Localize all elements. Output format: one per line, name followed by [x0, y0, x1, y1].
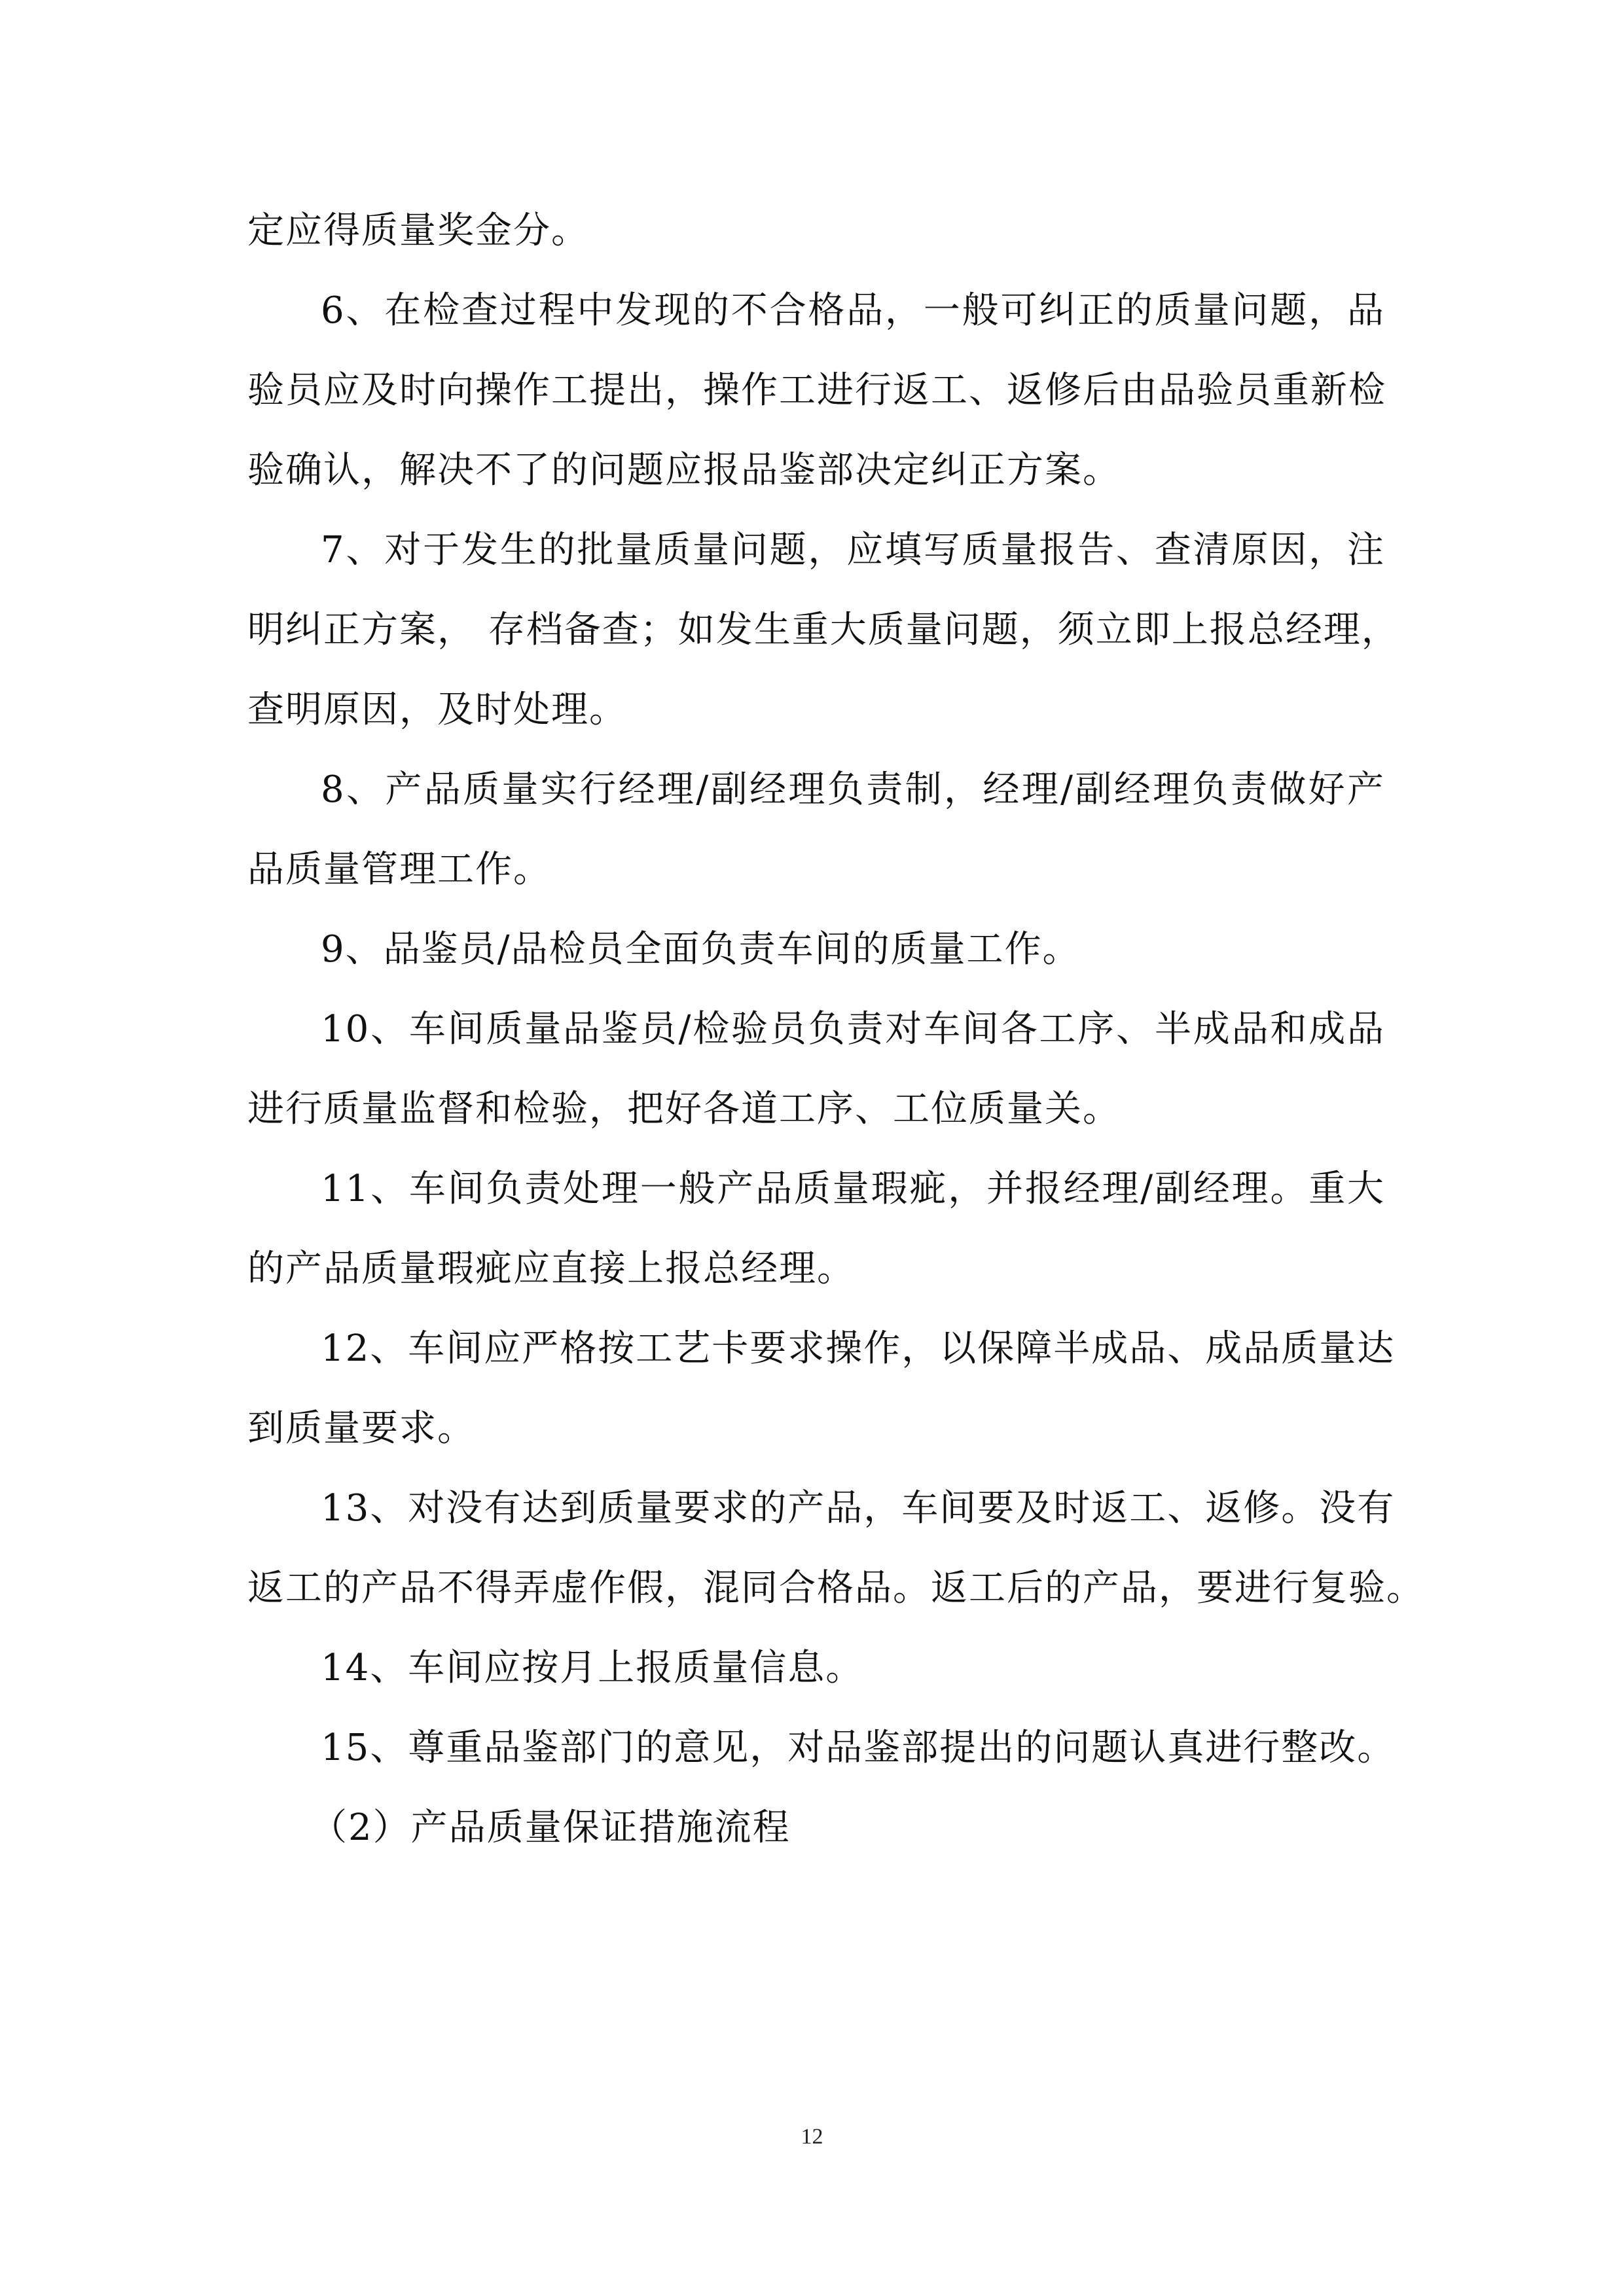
paragraph-12: [247, 1309, 1396, 1469]
text-line: 定应得质量奖金分。: [247, 209, 589, 252]
section-heading-2: [247, 1788, 1385, 1868]
text-line: 进行质量监督和检验，把好各道工序、工位质量关。: [247, 1088, 1121, 1130]
paragraph-15: [247, 1708, 1396, 1788]
text-line: 查明原因，及时处理。: [247, 689, 627, 731]
text-line: 到质量要求。: [247, 1407, 475, 1450]
paragraph-13: [247, 1469, 1424, 1628]
paragraph-10: [247, 990, 1385, 1149]
section-heading-text: （2）产品质量保证措施流程: [310, 1806, 791, 1849]
paragraph-7: [247, 511, 1399, 750]
text-line: 13、对没有达到质量要求的产品，车间要及时返工、返修。没有: [321, 1487, 1396, 1530]
text-line: 12、车间应严格按工艺卡要求操作，以保障半成品、成品质量达: [321, 1327, 1396, 1370]
document-body: [247, 191, 1424, 1868]
paragraph-5-continued: [247, 191, 1385, 271]
text-line: 品质量管理工作。: [247, 848, 551, 891]
paragraph-14: [247, 1628, 1385, 1708]
text-line: 验确认，解决不了的问题应报品鉴部决定纠正方案。: [247, 449, 1121, 492]
text-line: 9、品鉴员/品检员全面负责车间的质量工作。: [321, 928, 1081, 971]
text-line: 6、在检查过程中发现的不合格品，一般可纠正的质量问题，品: [321, 289, 1385, 332]
paragraph-8: [247, 750, 1385, 910]
text-line: 15、尊重品鉴部门的意见，对品鉴部提出的问题认真进行整改。: [321, 1727, 1396, 1769]
text-line: 的产品质量瑕疵应直接上报总经理。: [247, 1247, 855, 1290]
text-line: 明纠正方案， 存档备查；如发生重大质量问题，须立即上报总经理，: [247, 609, 1399, 651]
text-line: 返工的产品不得弄虚作假，混同合格品。返工后的产品，要进行复验。: [247, 1567, 1424, 1609]
paragraph-11: [247, 1149, 1385, 1309]
text-line: 验员应及时向操作工提出，操作工进行返工、返修后由品验员重新检: [247, 369, 1386, 412]
text-line: 11、车间负责处理一般产品质量瑕疵，并报经理/副经理。重大: [321, 1168, 1385, 1210]
text-line: 7、对于发生的批量质量问题，应填写质量报告、查清原因，注: [321, 529, 1385, 571]
page-number: 12: [801, 2125, 823, 2149]
paragraph-6: [247, 271, 1385, 511]
text-line: 10、车间质量品鉴员/检验员负责对车间各工序、半成品和成品: [321, 1008, 1385, 1050]
paragraph-9: [247, 910, 1385, 990]
text-line: 14、车间应按月上报质量信息。: [321, 1647, 864, 1689]
text-line: 8、产品质量实行经理/副经理负责制，经理/副经理负责做好产: [321, 768, 1385, 811]
